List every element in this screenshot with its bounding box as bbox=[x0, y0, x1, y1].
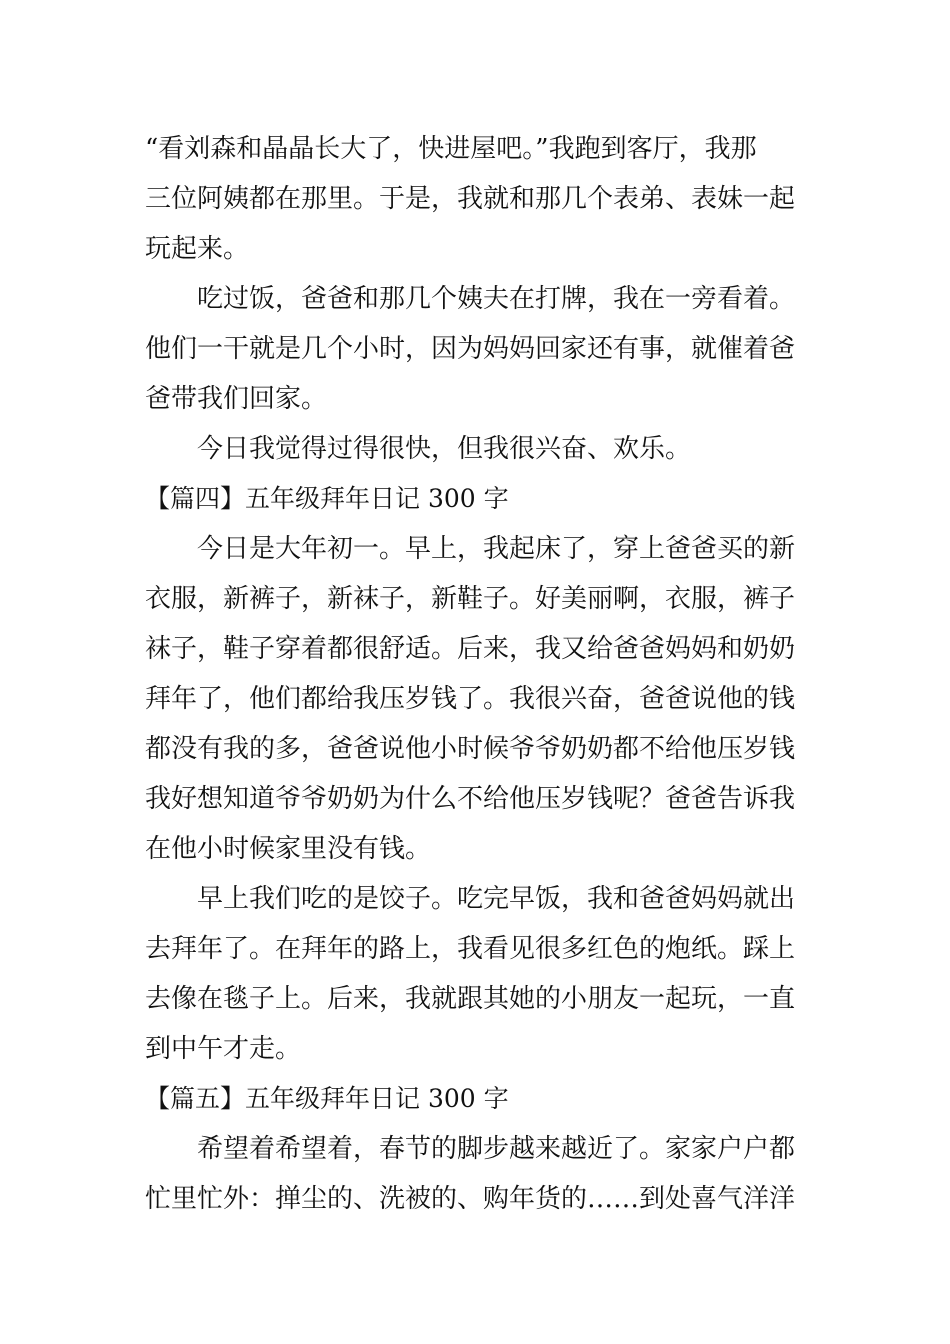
paragraph bbox=[145, 424, 810, 474]
text-line: 去拜年了。在拜年的路上，我看见很多红色的炮纸。踩上 bbox=[145, 934, 796, 964]
text-line: 在他小时候家里没有钱。 bbox=[145, 834, 432, 864]
text-line: 玩起来。 bbox=[145, 234, 250, 264]
text-line: 三位阿姨都在那里。于是，我就和那几个表弟、表妹一起 bbox=[145, 184, 796, 214]
text-line: 去像在毯子上。后来，我就跟其她的小朋友一起玩，一直 bbox=[145, 984, 796, 1014]
text-line: 我好想知道爷爷奶奶为什么不给他压岁钱呢？爸爸告诉我 bbox=[145, 784, 796, 814]
text-line: 今日我觉得过得很快，但我很兴奋、欢乐。 bbox=[197, 434, 692, 464]
text-line: 吃过饭，爸爸和那几个姨夫在打牌，我在一旁看着。 bbox=[197, 284, 796, 314]
text-line: 忙里忙外：掸尘的、洗被的、购年货的……到处喜气洋洋 bbox=[145, 1184, 796, 1214]
section-heading bbox=[145, 1074, 810, 1124]
text-line: “看刘森和晶晶长大了，快进屋吧。”我跑到客厅，我那 bbox=[145, 134, 757, 164]
text-line: 拜年了，他们都给我压岁钱了。我很兴奋，爸爸说他的钱 bbox=[145, 684, 796, 714]
text-line: 到中午才走。 bbox=[145, 1034, 302, 1064]
text-line: 今日是大年初一。早上，我起床了，穿上爸爸买的新 bbox=[197, 534, 796, 564]
paragraph bbox=[145, 124, 810, 274]
section-heading bbox=[145, 474, 810, 524]
text-line: 希望着希望着，春节的脚步越来越近了。家家户户都 bbox=[197, 1134, 796, 1164]
document-page bbox=[145, 124, 810, 1224]
text-line: 爸带我们回家。 bbox=[145, 384, 328, 414]
paragraph bbox=[145, 524, 810, 874]
paragraph bbox=[145, 274, 810, 424]
heading-text: 【篇四】五年级拜年日记 300 字 bbox=[145, 484, 509, 513]
paragraph bbox=[145, 1124, 810, 1224]
text-line: 都没有我的多，爸爸说他小时候爷爷奶奶都不给他压岁钱 bbox=[145, 734, 796, 764]
heading-text: 【篇五】五年级拜年日记 300 字 bbox=[145, 1084, 509, 1113]
text-line: 他们一干就是几个小时，因为妈妈回家还有事，就催着爸 bbox=[145, 334, 796, 364]
text-line: 早上我们吃的是饺子。吃完早饭，我和爸爸妈妈就出 bbox=[197, 884, 796, 914]
paragraph bbox=[145, 874, 810, 1074]
text-line: 袜子，鞋子穿着都很舒适。后来，我又给爸爸妈妈和奶奶 bbox=[145, 634, 796, 664]
text-line: 衣服，新裤子，新袜子，新鞋子。好美丽啊，衣服，裤子 bbox=[145, 584, 796, 614]
